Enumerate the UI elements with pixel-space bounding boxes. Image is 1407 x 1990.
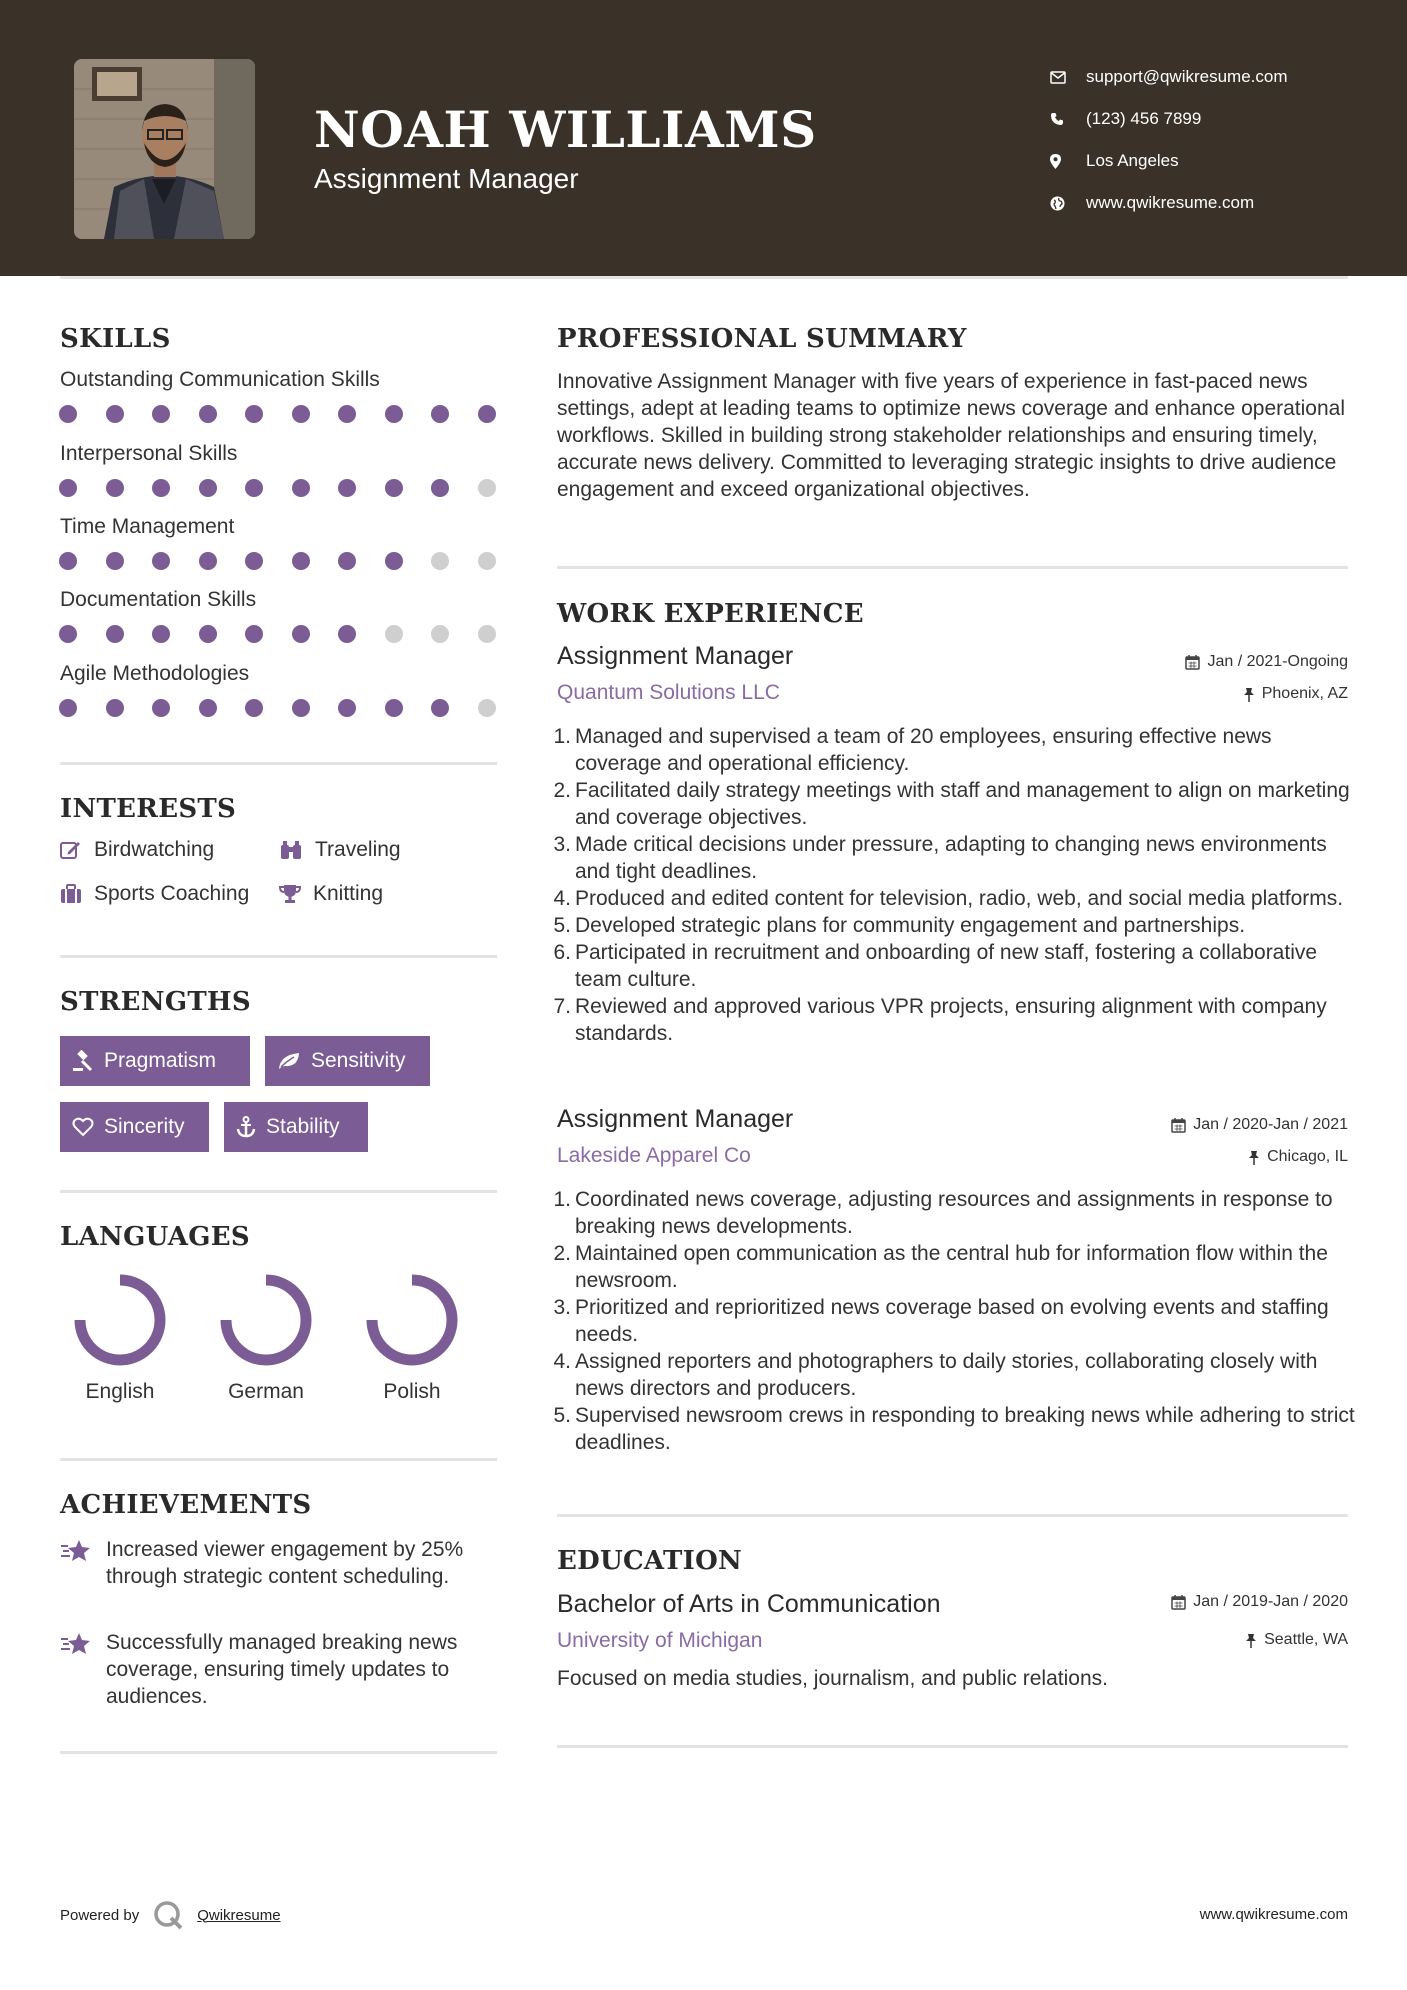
list-item: 3. Prioritized and reprioritized news coverage based on evolving events and staffing needs.	[553, 1296, 1329, 1346]
header-divider	[60, 276, 1348, 279]
skill-rating	[59, 479, 496, 497]
strengths-title: STRENGTHS	[60, 987, 251, 1017]
job-location: Chicago, IL	[1248, 1148, 1348, 1166]
language-item	[50, 1272, 190, 1404]
list-item: 3. Made critical decisions under pressure, adapting to changing news environments and tight deadlines.	[553, 833, 1327, 883]
language-level-ring	[72, 1272, 168, 1368]
contact-list	[1050, 56, 1370, 224]
section-divider	[60, 955, 497, 958]
skills-title: SKILLS	[60, 324, 171, 354]
interest-item: Knitting	[279, 882, 383, 906]
rating-dot	[431, 479, 449, 497]
summary-title: PROFESSIONAL SUMMARY	[557, 324, 967, 354]
resume-header	[0, 0, 1407, 276]
list-item: 4. Produced and edited content for television, radio, web, and social media platforms.	[553, 887, 1344, 910]
pushpin-icon	[1248, 1150, 1260, 1165]
rating-dot	[431, 552, 449, 570]
trophy-icon	[279, 884, 301, 904]
rating-dot	[431, 625, 449, 643]
rating-dot	[152, 699, 170, 717]
list-item: 6. Participated in recruitment and onboarding of new staff, fostering a collaborative team culture.	[553, 941, 1318, 991]
list-item: 5. Developed strategic plans for community engagement and partnerships.	[553, 914, 1246, 937]
star-icon	[60, 1538, 92, 1564]
achievement-item	[60, 1536, 480, 1590]
interest-item: Traveling	[279, 838, 401, 862]
candidate-name: NOAH WILLIAMS	[314, 100, 817, 159]
skill-label: Interpersonal Skills	[60, 442, 238, 465]
section-divider	[60, 762, 497, 765]
education-title: EDUCATION	[557, 1546, 743, 1576]
strength-tag: Sensitivity	[265, 1036, 430, 1086]
rating-dot	[199, 625, 217, 643]
candidate-role: Assignment Manager	[314, 163, 579, 194]
skill-label: Outstanding Communication Skills	[60, 368, 380, 391]
strength-tag: Sincerity	[60, 1102, 209, 1152]
section-divider	[60, 1458, 497, 1461]
skill-label: Agile Methodologies	[60, 662, 250, 685]
rating-dot	[478, 625, 496, 643]
achievement-text: Increased viewer engagement by 25% through strategic content scheduling.	[106, 1538, 464, 1588]
summary-text: Innovative Assignment Manager with five years of experience in fast-paced news settings, adept at leading teams to optimize news coverage and enhance operational workflows. Skilled in building strong stakeholder relationships and ensuring timely, accurate news delivery. Committed to leveraging strategic insights to drive audience engagement and exceed organizational objectives.	[557, 370, 1346, 501]
rating-dot	[338, 405, 356, 423]
education-dates: Jan / 2019-Jan / 2020	[1171, 1593, 1348, 1611]
company-name: Lakeside Apparel Co	[557, 1144, 751, 1167]
rating-dot	[59, 552, 77, 570]
calendar-icon	[1171, 1595, 1186, 1610]
pencil-square-icon	[60, 840, 82, 860]
rating-dot	[245, 479, 263, 497]
pushpin-icon	[1243, 687, 1255, 702]
rating-dot	[292, 479, 310, 497]
rating-dot	[152, 405, 170, 423]
achievement-item	[60, 1629, 480, 1710]
rating-dot	[199, 699, 217, 717]
rating-dot	[292, 699, 310, 717]
profile-photo	[74, 59, 255, 239]
binoculars-icon	[279, 840, 303, 860]
language-label: German	[228, 1380, 304, 1403]
rating-dot	[292, 405, 310, 423]
skill-rating	[59, 405, 496, 423]
skill-rating	[59, 625, 496, 643]
contact-phone[interactable]: (123) 456 7899	[1050, 98, 1370, 140]
envelope-icon	[1050, 71, 1086, 84]
rating-dot	[385, 625, 403, 643]
rating-dot	[338, 625, 356, 643]
list-item: 1. Managed and supervised a team of 20 employees, ensuring effective news coverage and operational efficiency.	[553, 725, 1272, 775]
language-item	[342, 1272, 482, 1404]
rating-dot	[59, 625, 77, 643]
degree-title: Bachelor of Arts in Communication	[557, 1590, 941, 1618]
rating-dot	[152, 552, 170, 570]
anchor-icon	[236, 1116, 256, 1138]
rating-dot	[385, 479, 403, 497]
rating-dot	[385, 405, 403, 423]
globe-icon	[1050, 196, 1086, 211]
list-item: 4. Assigned reporters and photographers to daily stories, collaborating closely with news directors and producers.	[553, 1350, 1318, 1400]
suitcase-icon	[60, 884, 82, 904]
section-divider	[557, 566, 1348, 569]
skill-label: Time Management	[60, 515, 235, 538]
section-divider	[557, 1745, 1348, 1748]
rating-dot	[478, 405, 496, 423]
rating-dot	[245, 552, 263, 570]
rating-dot	[338, 552, 356, 570]
rating-dot	[245, 699, 263, 717]
rating-dot	[152, 479, 170, 497]
language-item	[196, 1272, 336, 1404]
language-level-ring	[218, 1272, 314, 1368]
school-name: University of Michigan	[557, 1629, 763, 1652]
leaf-icon	[277, 1051, 301, 1071]
rating-dot	[292, 552, 310, 570]
job-title: Assignment Manager	[557, 642, 794, 670]
rating-dot	[478, 699, 496, 717]
rating-dot	[478, 552, 496, 570]
job-duties-list	[553, 723, 1357, 1047]
section-divider	[60, 1751, 497, 1754]
rating-dot	[59, 405, 77, 423]
rating-dot	[152, 625, 170, 643]
rating-dot	[292, 625, 310, 643]
achievement-text: Successfully managed breaking news coverage, ensuring timely updates to audiences.	[106, 1631, 458, 1708]
rating-dot	[431, 405, 449, 423]
list-item: 2. Maintained open communication as the central hub for information flow within the newsroom.	[553, 1242, 1328, 1292]
interests-title: INTERESTS	[60, 794, 237, 824]
list-item: 2. Facilitated daily strategy meetings with staff and management to align on marketing and coverage objectives.	[553, 779, 1350, 829]
achievements-title: ACHIEVEMENTS	[60, 1490, 312, 1520]
pushpin-icon	[1245, 1633, 1257, 1648]
phone-icon	[1050, 112, 1086, 126]
rating-dot	[106, 625, 124, 643]
section-divider	[60, 1190, 497, 1193]
strength-tag: Stability	[224, 1102, 368, 1152]
rating-dot	[106, 479, 124, 497]
rating-dot	[338, 699, 356, 717]
contact-website[interactable]: www.qwikresume.com	[1050, 182, 1370, 224]
company-name: Quantum Solutions LLC	[557, 681, 780, 704]
contact-location: Los Angeles	[1050, 140, 1370, 182]
interest-item: Sports Coaching	[60, 882, 249, 906]
calendar-icon	[1185, 655, 1200, 670]
job-duties-list	[553, 1186, 1357, 1456]
rating-dot	[245, 625, 263, 643]
section-divider	[557, 1514, 1348, 1517]
strength-tag: Pragmatism	[60, 1036, 250, 1086]
job-location: Phoenix, AZ	[1243, 685, 1348, 703]
interest-item: Birdwatching	[60, 838, 214, 862]
skill-label: Documentation Skills	[60, 588, 257, 611]
qwikresume-logo-icon	[153, 1900, 185, 1930]
rating-dot	[199, 405, 217, 423]
language-level-ring	[364, 1272, 460, 1368]
language-label: Polish	[383, 1380, 441, 1403]
education-description: Focused on media studies, journalism, and public relations.	[557, 1667, 1108, 1690]
rating-dot	[385, 699, 403, 717]
job-dates: Jan / 2021-Ongoing	[1185, 653, 1348, 671]
experience-title: WORK EXPERIENCE	[557, 599, 864, 629]
rating-dot	[106, 699, 124, 717]
rating-dot	[431, 699, 449, 717]
location-pin-icon	[1050, 154, 1086, 169]
skill-rating	[59, 552, 496, 570]
rating-dot	[199, 552, 217, 570]
skill-rating	[59, 699, 496, 717]
footer-powered-by: Powered by Qwikresume	[60, 1900, 281, 1930]
calendar-icon	[1171, 1118, 1186, 1133]
contact-email[interactable]: support@qwikresume.com	[1050, 56, 1370, 98]
rating-dot	[59, 479, 77, 497]
language-label: English	[85, 1380, 155, 1403]
rating-dot	[245, 405, 263, 423]
rating-dot	[199, 479, 217, 497]
heart-icon	[72, 1117, 94, 1137]
rating-dot	[478, 479, 496, 497]
education-location: Seattle, WA	[1245, 1631, 1348, 1649]
star-icon	[60, 1631, 92, 1657]
list-item: 5. Supervised newsroom crews in responding to breaking news while adhering to strict deadlines.	[553, 1404, 1355, 1454]
rating-dot	[59, 699, 77, 717]
rating-dot	[106, 405, 124, 423]
brand-link[interactable]: Qwikresume	[197, 1906, 281, 1924]
job-title: Assignment Manager	[557, 1105, 794, 1133]
footer-url[interactable]: www.qwikresume.com	[1199, 1906, 1348, 1923]
job-dates: Jan / 2020-Jan / 2021	[1171, 1116, 1348, 1134]
rating-dot	[338, 479, 356, 497]
languages-title: LANGUAGES	[60, 1222, 250, 1252]
list-item: 1. Coordinated news coverage, adjusting resources and assignments in response to breaking news developments.	[553, 1188, 1333, 1238]
rating-dot	[106, 552, 124, 570]
list-item: 7. Reviewed and approved various VPR projects, ensuring alignment with company standards.	[553, 995, 1327, 1045]
rating-dot	[385, 552, 403, 570]
gavel-icon	[72, 1050, 94, 1072]
